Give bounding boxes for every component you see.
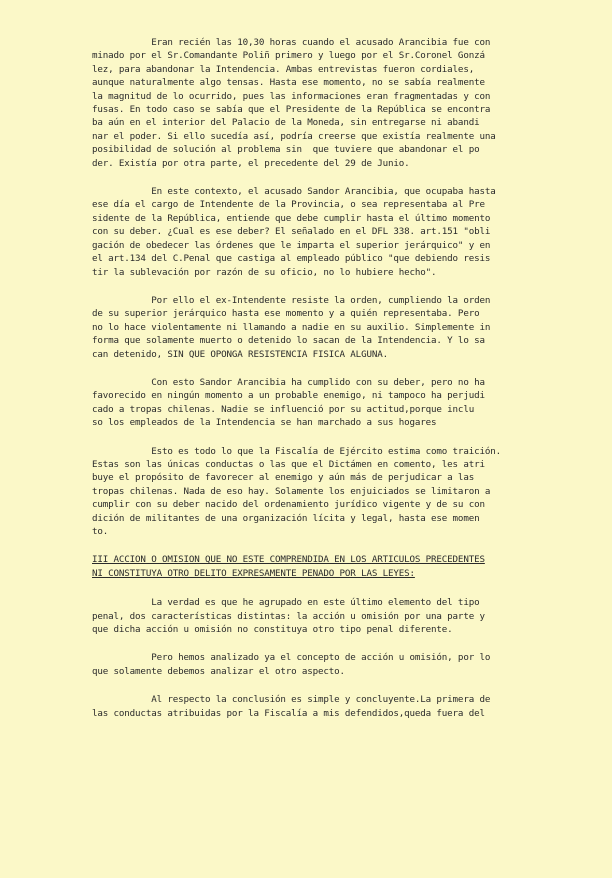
text-line: Por ello el ex-Intendente resiste la orden, cumpliendo la orden — [92, 294, 491, 306]
text-line: La verdad es que he agrupado en este último elemento del tipo — [92, 597, 480, 609]
text-line: cumplir con su deber nacido del ordenamiento jurídico vigente y de su con — [92, 499, 485, 511]
text-line: to. — [92, 526, 109, 537]
text-line: En este contexto, el acusado Sandor Arancibia, que ocupaba hasta — [92, 186, 496, 198]
text-line: gación de obedecer las órdenes que le imparta el superior jerárquico" y en — [92, 239, 491, 251]
paragraph — [92, 596, 536, 636]
text-line: Con esto Sandor Arancibia ha cumplido con su deber, pero no ha — [92, 376, 485, 388]
text-line: fusas. En todo caso se sabía que el Presidente de la República se encontra — [92, 104, 491, 116]
text-line: las conductas atribuidas por la Fiscalía a mis defendidos,queda fuera del — [92, 707, 485, 719]
text-line: aunque naturalmente algo tensas. Hasta ese momento, no se sabía realmente — [92, 77, 485, 89]
heading-line: NI CONSTITUYA OTRO DELITO EXPRESAMENTE PENADO POR LAS LEYES: — [92, 567, 415, 579]
text-line: Estas son las únicas conductas o las que el Dictámen en comento, les atri — [92, 458, 485, 470]
text-line: cado a tropas chilenas. Nadie se influenció por su actitud,porque inclu — [92, 403, 475, 415]
text-line: dición de militantes de una organización lícita y legal, hasta ese momen — [92, 512, 480, 524]
section-heading — [92, 553, 536, 580]
text-line: lez, para abandonar la Intendencia. Ambas entrevistas fueron cordiales, — [92, 63, 475, 75]
text-line: la magnitud de lo ocurrido, pues las informaciones eran fragmentadas y con — [92, 90, 491, 102]
paragraph — [92, 294, 536, 361]
heading-line: III ACCION O OMISION QUE NO ESTE COMPRENDIDA EN LOS ARTICULOS PRECEDENTES — [92, 554, 485, 566]
body-before-heading — [92, 36, 536, 538]
text-line: minado por el Sr.Comandante Poliñ primero y luego por el Sr.Coronel Gonzá — [92, 50, 485, 62]
text-line: Eran recién las 10,30 horas cuando el acusado Arancibia fue con — [92, 37, 491, 48]
text-line: Pero hemos analizado ya el concepto de acción u omisión, por lo — [92, 652, 491, 664]
paragraph — [92, 693, 536, 720]
text-line: que solamente debemos analizar el otro aspecto. — [92, 665, 345, 677]
paragraph — [92, 376, 536, 430]
body-after-heading — [92, 596, 536, 720]
text-line: de su superior jerárquico hasta ese momento y a quién representaba. Pero — [92, 308, 480, 320]
text-line: ese día el cargo de Intendente de la Provincia, o sea representaba al Pre — [92, 199, 485, 211]
text-line: favorecido en ningún momento a un probable enemigo, ni tampoco ha perjudi — [92, 390, 485, 402]
text-line: tropas chilenas. Nada de eso hay. Solamente los enjuiciados se limitaron a — [92, 485, 491, 497]
paragraph — [92, 36, 536, 170]
text-line: penal, dos características distintas: la acción u omisión por una parte y — [92, 610, 485, 622]
paragraph — [92, 185, 536, 279]
text-line: sidente de la República, entiende que debe cumplir hasta el último momento — [92, 212, 491, 224]
text-line: que dicha acción u omisión no constituya otro tipo penal diferente. — [92, 624, 453, 636]
text-line: posibilidad de solución al problema sin que tuviere que abandonar el po — [92, 144, 480, 156]
paragraph — [92, 651, 536, 678]
text-line: el art.134 del C.Penal que castiga al empleado público "que debiendo resis — [92, 253, 491, 265]
text-line: ba aún en el interior del Palacio de la Moneda, sin entregarse ni abandi — [92, 117, 480, 129]
text-line: forma que solamente muerto o detenido lo sacan de la Intendencia. Y lo sa — [92, 335, 485, 347]
text-line: Esto es todo lo que la Fiscalía de Ejército estima como traición. — [92, 445, 501, 457]
text-line: buye el propósito de favorecer al enemigo y aún más de perjudicar a las — [92, 472, 475, 484]
text-line: so los empleados de la Intendencia se han marchado a sus hogares — [92, 417, 437, 429]
text-line: tir la sublevación por razón de su oficio, no lo hubiere hecho". — [92, 266, 437, 278]
text-line: con su deber. ¿Cual es ese deber? El señalado en el DFL 338. art.151 "obli — [92, 226, 491, 238]
text-line: no lo hace violentamente ni llamando a nadie en su auxilio. Simplemente in — [92, 321, 491, 333]
text-line: can detenido, SIN QUE OPONGA RESISTENCIA FISICA ALGUNA. — [92, 348, 388, 360]
text-line: der. Existía por otra parte, el precedente del 29 de Junio. — [92, 157, 410, 169]
text-line: nar el poder. Si ello sucedía así, podría creerse que existía realmente una — [92, 130, 496, 142]
text-line: Al respecto la conclusión es simple y concluyente.La primera de — [92, 694, 491, 706]
paragraph — [92, 445, 536, 539]
